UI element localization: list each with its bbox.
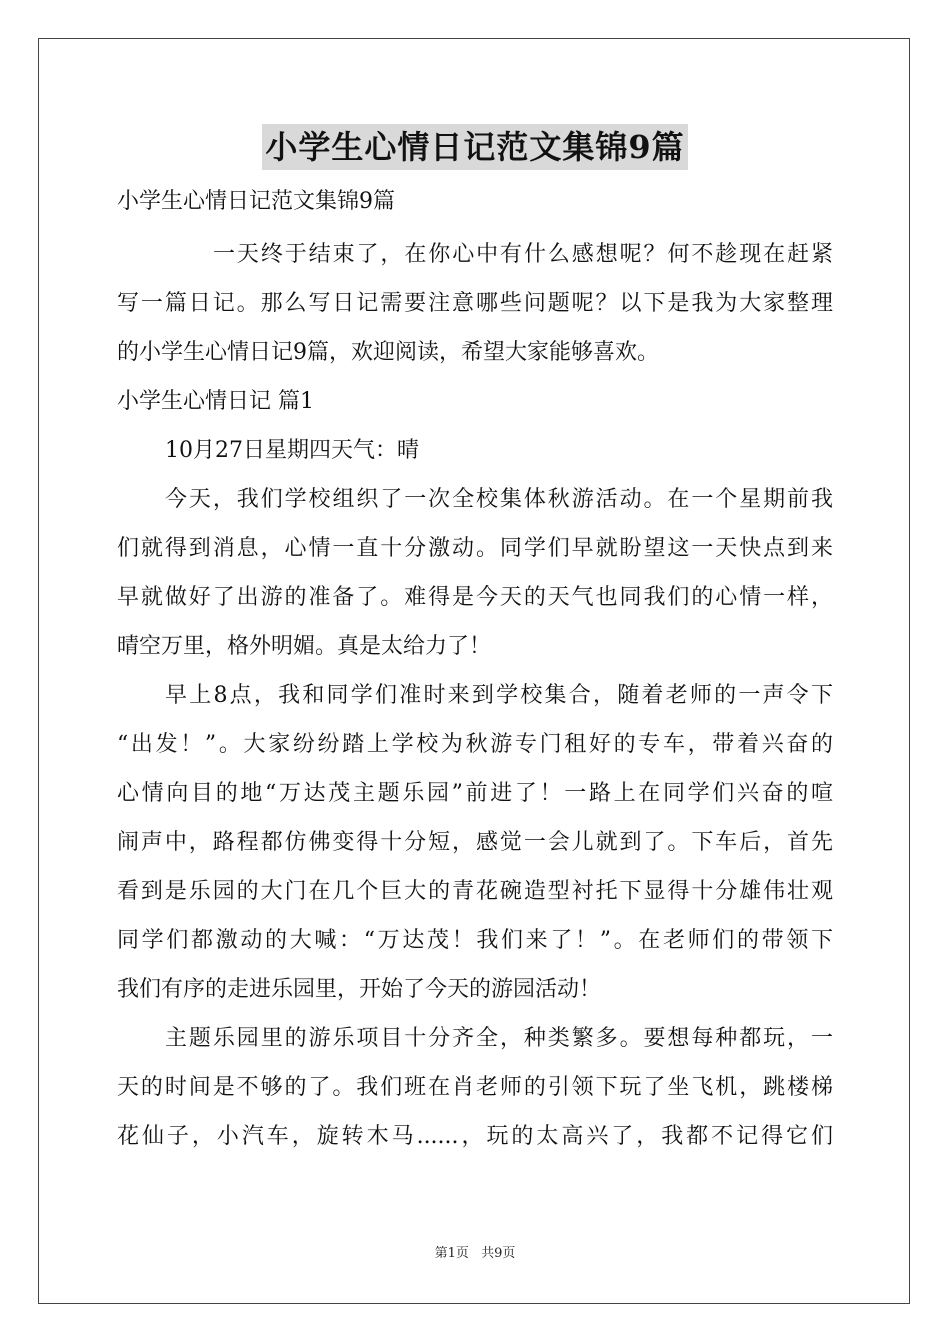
date-line: 10月27日星期四天气：晴 [165, 438, 419, 463]
paragraph-line: 心情向目的地“万达茂主题乐园”前进了！一路上在同学们兴奋的喧 [117, 781, 833, 806]
paragraph-line: 们就得到消息，心情一直十分激动。同学们早就盼望这一天快点到来 [117, 536, 833, 561]
page-total: 共9页 [481, 1246, 516, 1261]
document-title: 小学生心情日记范文集锦9篇 [262, 124, 687, 170]
paragraph-line: 早上8点，我和同学们准时来到学校集合，随着老师的一声令下 [165, 683, 833, 708]
paragraph-line: 主题乐园里的游乐项目十分齐全，种类繁多。要想每种都玩，一 [165, 1026, 833, 1051]
subtitle-line: 小学生心情日记范文集锦9篇 [117, 189, 395, 214]
paragraph-line: 早就做好了出游的准备了。难得是今天的天气也同我们的心情一样， [117, 585, 833, 610]
paragraph-line: 今天，我们学校组织了一次全校集体秋游活动。在一个星期前我 [165, 487, 833, 512]
paragraph-line: “出发！”。大家纷纷踏上学校为秋游专门租好的专车，带着兴奋的 [117, 732, 833, 757]
section-heading: 小学生心情日记 篇1 [117, 389, 314, 414]
paragraph-line: 看到是乐园的大门在几个巨大的青花碗造型衬托下显得十分雄伟壮观 [117, 879, 833, 904]
paragraph-line: 天的时间是不够的了。我们班在肖老师的引领下玩了坐飞机，跳楼梯 [117, 1075, 833, 1100]
intro-line: 写一篇日记。那么写日记需要注意哪些问题呢？以下是我为大家整理 [117, 291, 833, 316]
title-area [0, 124, 950, 170]
document-body [117, 177, 833, 1161]
intro-line: 的小学生心情日记9篇，欢迎阅读，希望大家能够喜欢。 [117, 340, 659, 365]
page-footer [0, 1244, 950, 1264]
paragraph-line: 闹声中，路程都仿佛变得十分短，感觉一会儿就到了。下车后，首先 [117, 830, 833, 855]
paragraph-line: 我们有序的走进乐园里，开始了今天的游园活动！ [117, 977, 602, 1002]
paragraph-line: 晴空万里，格外明媚。真是太给力了！ [117, 634, 492, 659]
intro-line: 一天终于结束了，在你心中有什么感想呢？何不趁现在赶紧 [213, 242, 833, 267]
paragraph-line: 同学们都激动的大喊：“万达茂！我们来了！”。在老师们的带领下 [117, 928, 833, 953]
paragraph-line: 花仙子，小汽车，旋转木马......，玩的太高兴了，我都不记得它们 [117, 1124, 833, 1149]
page-number: 第1页 [434, 1246, 469, 1261]
